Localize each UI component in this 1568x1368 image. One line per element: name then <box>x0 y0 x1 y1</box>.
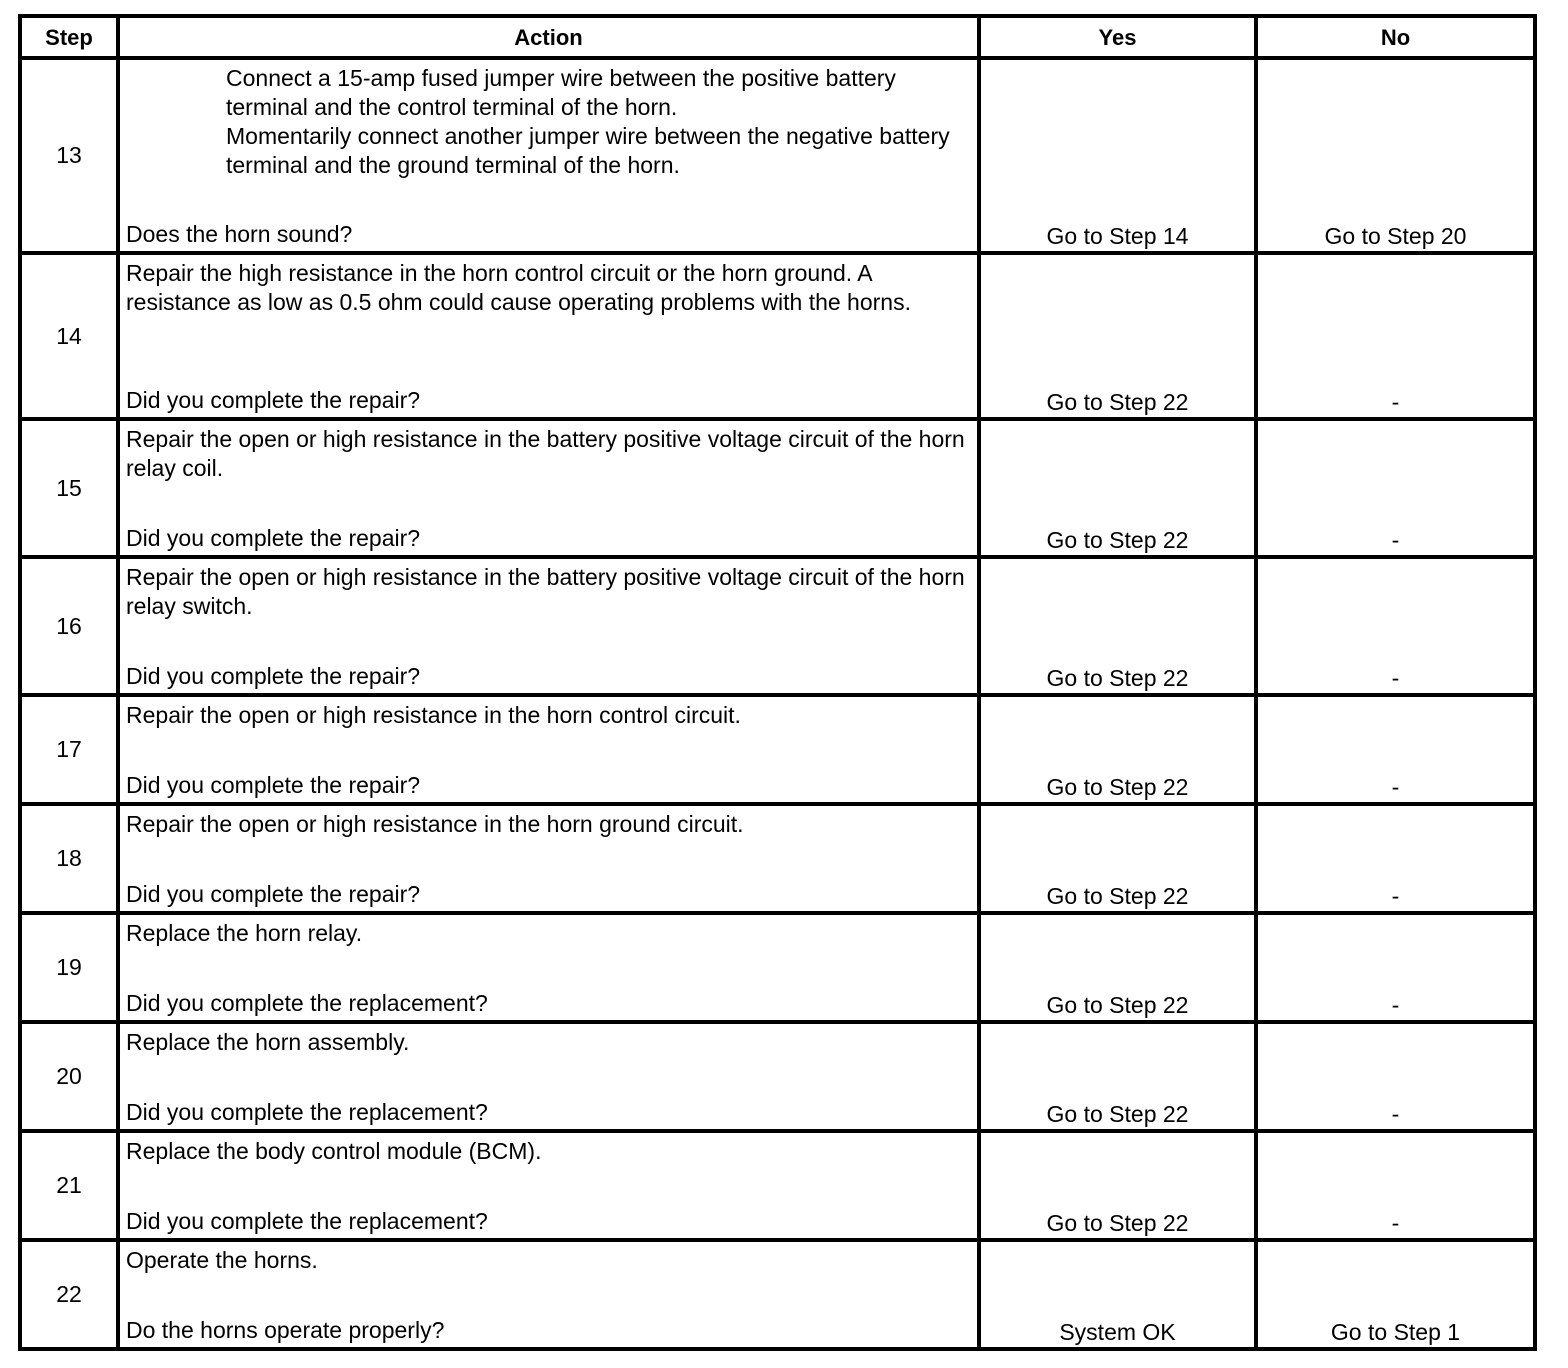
action-question: Did you complete the repair? <box>126 881 421 907</box>
action-question: Did you complete the replacement? <box>126 1208 488 1234</box>
table-row <box>20 695 1535 804</box>
yes-result: Go to Step 22 <box>979 913 1256 1022</box>
no-result: - <box>1256 1022 1535 1131</box>
action-cell <box>118 419 979 557</box>
action-text <box>120 1133 977 1166</box>
action-text <box>120 60 977 180</box>
step-number: 14 <box>20 253 118 419</box>
step-number: 16 <box>20 557 118 695</box>
action-line: Replace the horn assembly. <box>126 1029 410 1055</box>
action-line: Repair the high resistance in the horn control circuit or the horn ground. A resistance as low as 0.5 ohm could cause operating problems with the horns. <box>126 260 911 315</box>
action-line: Repair the open or high resistance in the battery positive voltage circuit of the horn relay switch. <box>126 564 965 619</box>
yes-result: Go to Step 22 <box>979 557 1256 695</box>
action-cell <box>118 1131 979 1240</box>
no-result: Go to Step 20 <box>1256 58 1535 253</box>
action-question: Did you complete the repair? <box>126 663 421 689</box>
action-cell <box>118 557 979 695</box>
step-number: 17 <box>20 695 118 804</box>
yes-result: Go to Step 22 <box>979 804 1256 913</box>
action-text <box>120 421 977 483</box>
step-number: 19 <box>20 913 118 1022</box>
yes-result: Go to Step 22 <box>979 1022 1256 1131</box>
action-question: Did you complete the replacement? <box>126 990 488 1016</box>
table-row <box>20 804 1535 913</box>
table-row <box>20 1022 1535 1131</box>
header-row <box>20 16 1535 58</box>
yes-result: System OK <box>979 1240 1256 1349</box>
action-cell <box>118 1240 979 1349</box>
step-number: 15 <box>20 419 118 557</box>
action-question: Did you complete the repair? <box>126 387 421 413</box>
action-question: Did you complete the repair? <box>126 525 421 551</box>
no-result: - <box>1256 804 1535 913</box>
action-text <box>120 1242 977 1275</box>
no-result: - <box>1256 695 1535 804</box>
yes-result: Go to Step 22 <box>979 419 1256 557</box>
action-cell <box>118 913 979 1022</box>
action-question: Does the horn sound? <box>126 221 353 247</box>
action-line: Repair the open or high resistance in the horn control circuit. <box>126 702 741 728</box>
action-line: Replace the horn relay. <box>126 920 363 946</box>
step-number: 18 <box>20 804 118 913</box>
table-row <box>20 419 1535 557</box>
action-text <box>120 697 977 730</box>
action-text <box>120 255 977 317</box>
action-question: Do the horns operate properly? <box>126 1317 445 1343</box>
yes-result: Go to Step 14 <box>979 58 1256 253</box>
table-row <box>20 1131 1535 1240</box>
table-row <box>20 253 1535 419</box>
action-cell <box>118 58 979 253</box>
no-result: - <box>1256 253 1535 419</box>
yes-result: Go to Step 22 <box>979 1131 1256 1240</box>
action-cell <box>118 253 979 419</box>
action-cell <box>118 1022 979 1131</box>
action-question: Did you complete the replacement? <box>126 1099 488 1125</box>
step-number: 21 <box>20 1131 118 1240</box>
action-question: Did you complete the repair? <box>126 772 421 798</box>
no-result: - <box>1256 1131 1535 1240</box>
action-line: Repair the open or high resistance in the horn ground circuit. <box>126 811 744 837</box>
action-text <box>120 806 977 839</box>
action-line: Momentarily connect another jumper wire between the negative battery terminal and the ground terminal of the horn. <box>226 123 950 178</box>
action-line: Replace the body control module (BCM). <box>126 1138 542 1164</box>
yes-result: Go to Step 22 <box>979 253 1256 419</box>
action-cell <box>118 804 979 913</box>
step-number: 13 <box>20 58 118 253</box>
no-result: - <box>1256 419 1535 557</box>
header-no: No <box>1256 16 1535 58</box>
action-cell <box>118 695 979 804</box>
step-number: 22 <box>20 1240 118 1349</box>
action-line: Repair the open or high resistance in the battery positive voltage circuit of the horn relay coil. <box>126 426 965 481</box>
table-row <box>20 1240 1535 1349</box>
no-result: Go to Step 1 <box>1256 1240 1535 1349</box>
action-text <box>120 915 977 948</box>
action-line: Connect a 15-amp fused jumper wire between the positive battery terminal and the control terminal of the horn. <box>226 65 896 120</box>
table-row <box>20 913 1535 1022</box>
action-text <box>120 559 977 621</box>
action-line: Operate the horns. <box>126 1247 318 1273</box>
table-row <box>20 58 1535 253</box>
yes-result: Go to Step 22 <box>979 695 1256 804</box>
no-result: - <box>1256 557 1535 695</box>
header-action: Action <box>118 16 979 58</box>
header-step: Step <box>20 16 118 58</box>
diagnostic-table <box>18 14 1537 1351</box>
no-result: - <box>1256 913 1535 1022</box>
action-text <box>120 1024 977 1057</box>
table-row <box>20 557 1535 695</box>
header-yes: Yes <box>979 16 1256 58</box>
step-number: 20 <box>20 1022 118 1131</box>
